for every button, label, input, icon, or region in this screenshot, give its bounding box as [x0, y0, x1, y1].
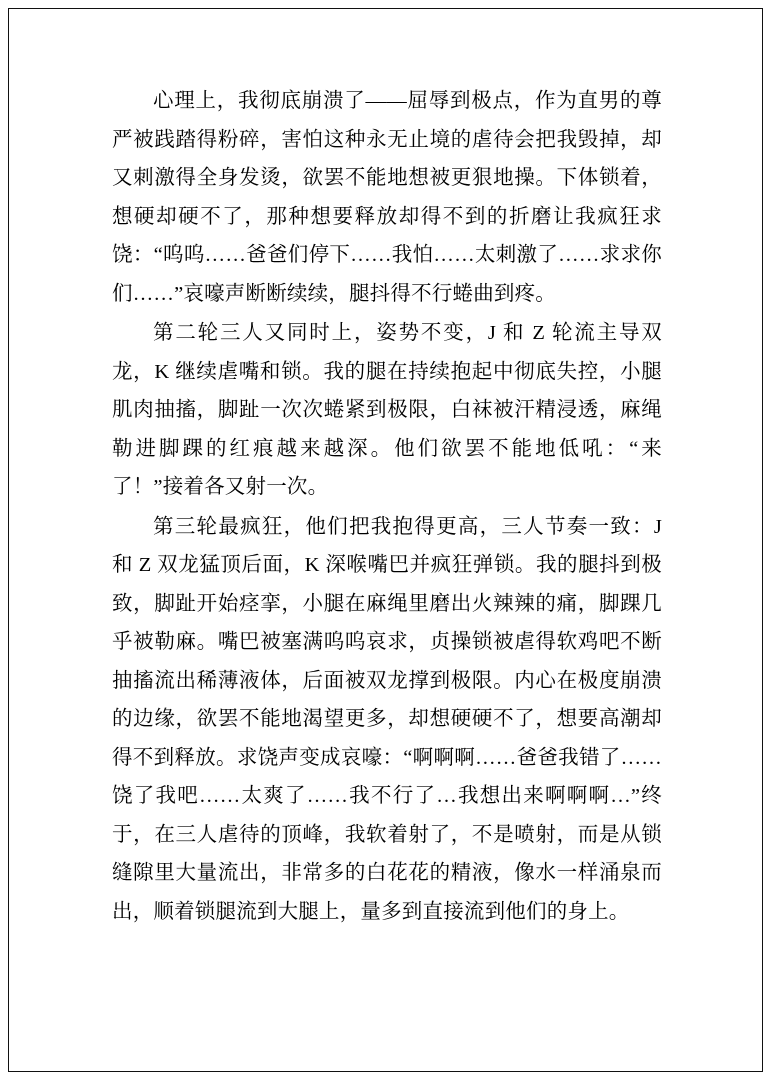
document-body	[112, 82, 662, 932]
paragraph-3: 第三轮最疯狂，他们把我抱得更高，三人节奏一致：J 和 Z 双龙猛顶后面，K 深喉嘴巴并疯狂弹锁。我的腿抖到极致，脚趾开始痉挛，小腿在麻绳里磨出火辣辣的痛，脚踝几乎被勒麻。嘴巴被塞满呜呜哀求，贞操锁被虐得软鸡吧不断抽搐流出稀薄液体，后面被双龙撑到极限。内心在极度崩溃的边缘，欲罢不能地渴望更多，却想硬硬不了，想要高潮却得不到释放。求饶声变成哀嚎：“啊啊啊……爸爸我错了……饶了我吧……太爽了……我不行了…我想出来啊啊啊…”终于，在三人虐待的顶峰，我软着射了，不是喷射，而是从锁缝隙里大量流出，非常多的白花花的精液，像水一样涌泉而出，顺着锁腿流到大腿上，量多到直接流到他们的身上。	[112, 515, 662, 923]
paragraph-1: 心理上，我彻底崩溃了——屈辱到极点，作为直男的尊严被践踏得粉碎，害怕这种永无止境的虐待会把我毁掉，却又刺激得全身发烫，欲罢不能地想被更狠地操。下体锁着，想硬却硬不了，那种想要释放却得不到的折磨让我疯狂求饶：“呜呜……爸爸们停下……我怕……太刺激了……求求你们……”哀嚎声断断续续，腿抖得不行蜷曲到疼。	[112, 90, 662, 305]
paragraph-2: 第二轮三人又同时上，姿势不变，J 和 Z 轮流主导双龙，K 继续虐嘴和锁。我的腿在持续抱起中彻底失控，小腿肌肉抽搐，脚趾一次次蜷紧到极限，白袜被汗精浸透，麻绳勒进脚踝的红痕越来越深。他们欲罢不能地低吼：“来了！”接着各又射一次。	[112, 322, 662, 498]
